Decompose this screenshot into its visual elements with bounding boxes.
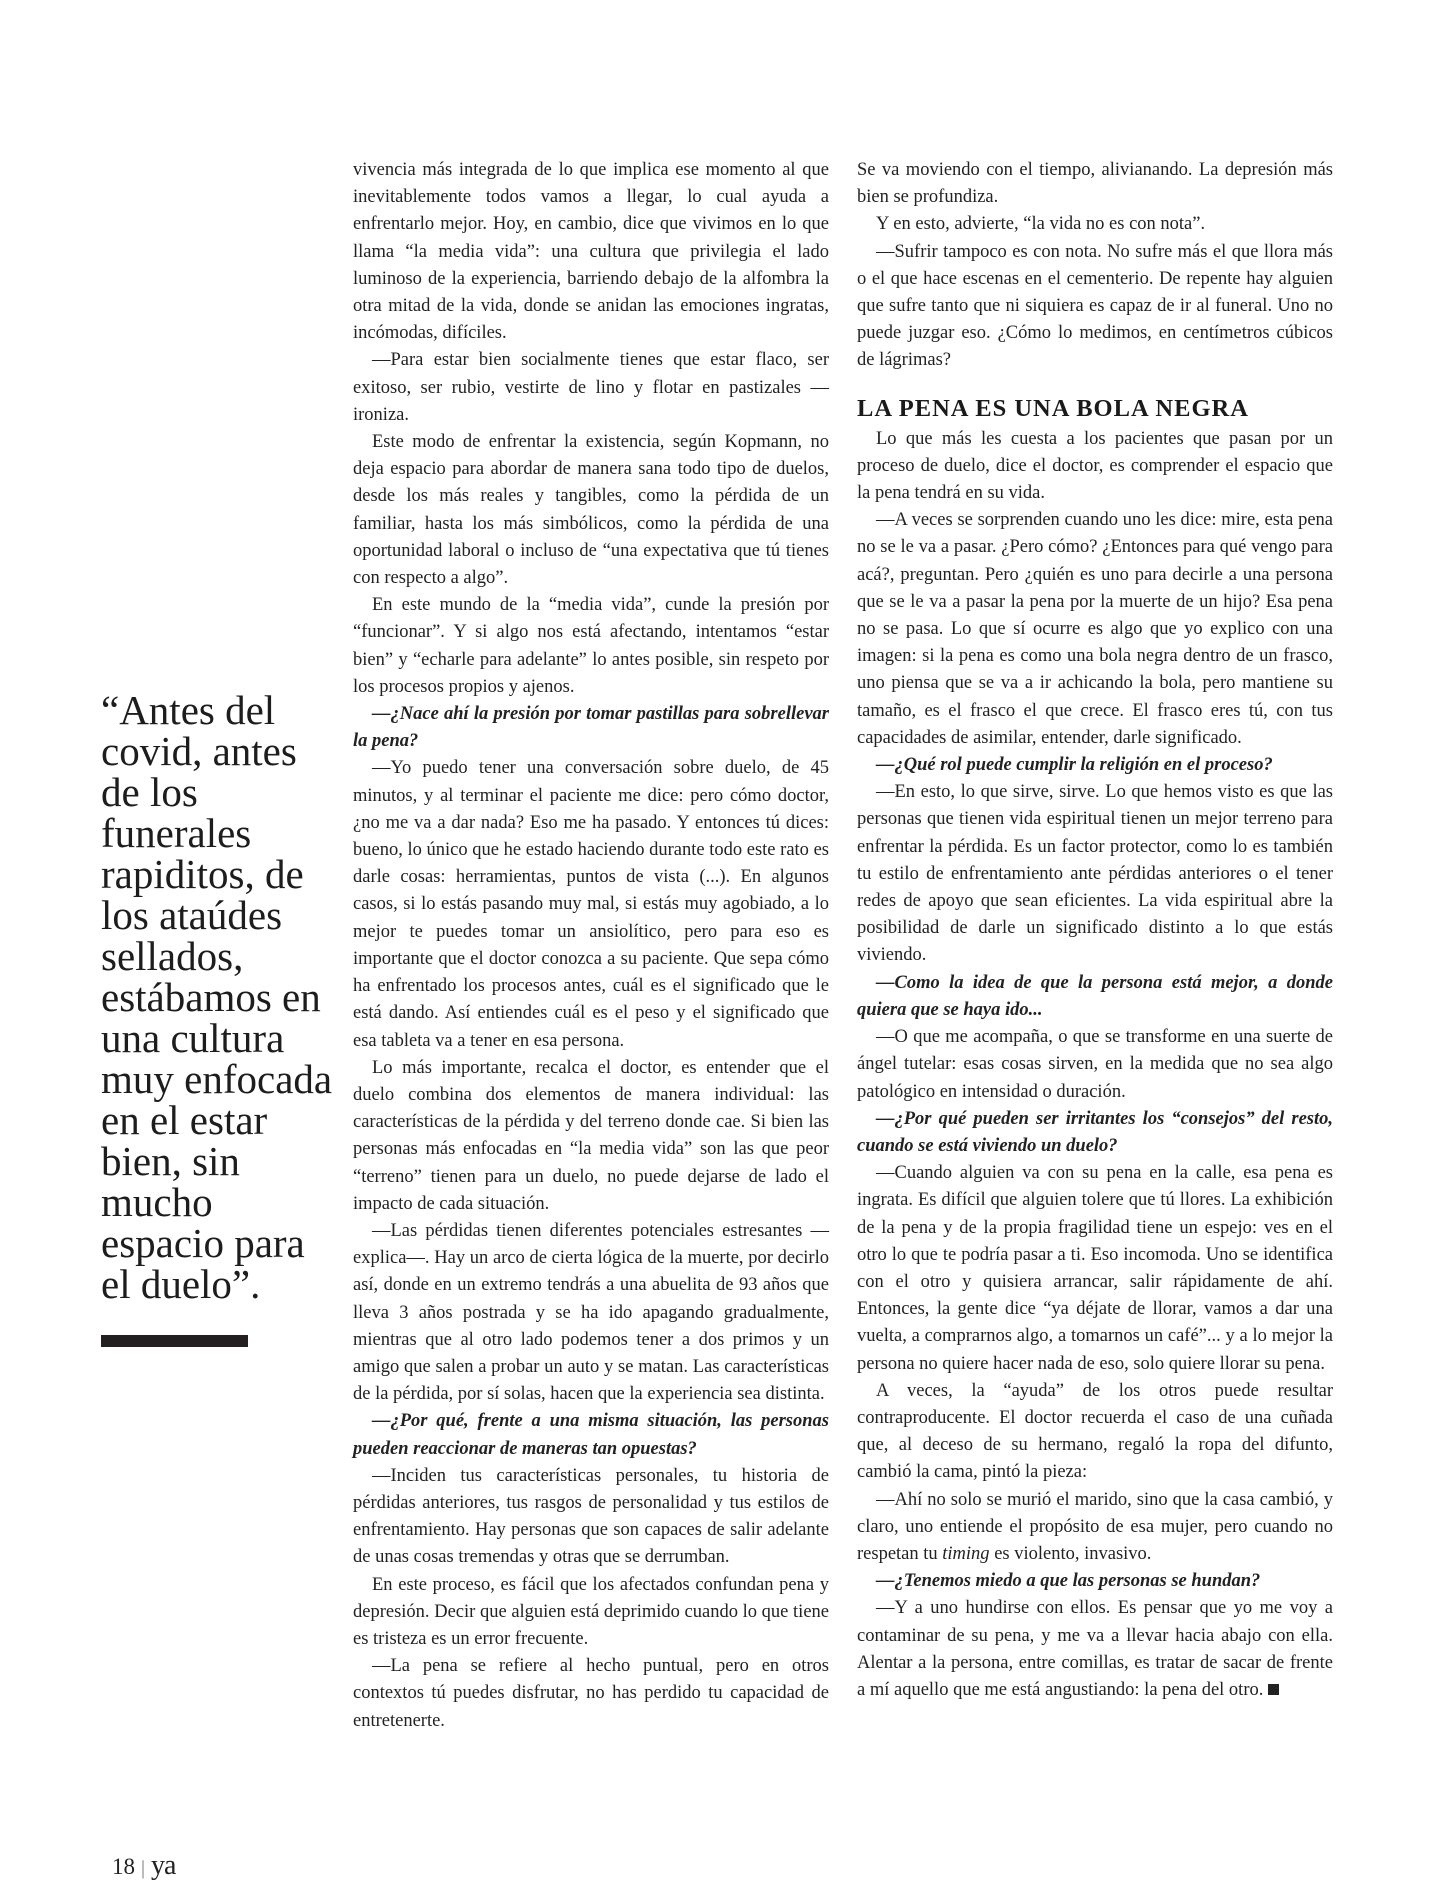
page-folio [112,1852,175,1882]
section-heading: LA PENA ES UNA BOLA NEGRA [857,394,1249,422]
interview-question: —Como la idea de que la persona está mejor, a donde quiera que se haya ido... [857,972,1333,1020]
page-number: 18 [112,1854,135,1879]
paragraph: —Ahí no solo se murió el marido, sino que la casa cambió, y claro, uno entiende el propósito de esa mujer, pero cuando no respetan tu timing es violento, invasivo. [857,1489,1333,1564]
paragraph: —Para estar bien socialmente tienes que estar flaco, ser exitoso, ser rubio, vestirte de lino y flotar en pastizales —ironiza. [353,350,829,425]
paragraph: —Y a uno hundirse con ellos. Es pensar que yo me voy a contaminar de su pena, y me va a llevar hacia abajo con ella. Alentar a la persona, entre comillas, es tratar de sacar de frente a mí aquello que me está angustiando: la pena del otro. [857,1598,1333,1700]
pull-quote: “Antes del covid, antes de los funerales rapiditos, de los ataúdes sellados, estábamos en una cultura muy enfocada en el estar bien, sin mucho espacio para el duelo”. [101,687,333,1307]
paragraph: —Sufrir tampoco es con nota. No sufre más el que llora más o el que hace escenas en el cementerio. De repente hay alguien que sufre tanto que ni siquiera es capaz de ir al funeral. Uno no puede juzgar eso. ¿Cómo lo medimos, en centímetros cúbicos de lágrimas? [857,241,1333,371]
interview-question: —¿Tenemos miedo a que las personas se hundan? [876,1571,1261,1592]
interview-question: —¿Por qué pueden ser irritantes los “consejos” del resto, cuando se está viviendo un duelo? [857,1108,1333,1156]
paragraph: Y en esto, advierte, “la vida no es con nota”. [876,214,1206,235]
paragraph-continued: vivencia más integrada de lo que implica ese momento al que inevitablemente todos vamos a llegar, lo cual ayuda a enfrentarlo mejor. Hoy, en cambio, dice que vivimos en lo que llama “la media vida”: una cultura que privilegia el lado luminoso de la experiencia, barriendo debajo de la alfombra la otra mitad de la vida, donde se anidan las emociones ingratas, incómodas, difíciles. [353,160,829,344]
paragraph: En este proceso, es fácil que los afectados confundan pena y depresión. Decir que alguien está deprimido cuando lo que tiene es tristeza es un error frecuente. [353,1574,829,1649]
interview-question: —¿Por qué, frente a una misma situación, las personas pueden reaccionar de maneras tan opuestas? [353,1411,829,1459]
paragraph: —O que me acompaña, o que se transforme en una suerte de ángel tutelar: esas cosas sirven, en la medida que no sea algo patológico en intensidad o duración. [857,1027,1333,1102]
paragraph: Este modo de enfrentar la existencia, según Kopmann, no deja espacio para abordar de manera sana todo tipo de duelos, desde los más reales y tangibles, como la pérdida de un familiar, hasta los más simbólicos, como la pérdida de una oportunidad laboral o incluso de “una expectativa que tú tienes con respecto a algo”. [353,432,829,589]
paragraph: En este mundo de la “media vida”, cunde la presión por “funcionar”. Y si algo nos está afectando, intentamos “estar bien” y “echarle para adelante” lo antes posible, sin respeto por los procesos propios y ajenos. [353,595,829,697]
paragraph: A veces, la “ayuda” de los otros puede resultar contraproducente. El doctor recuerda el caso de una cuñada que, al deceso de su hermano, regaló la ropa del difunto, cambió la cama, pintó la pieza: [857,1380,1333,1483]
paragraph-continued: Se va moviendo con el tiempo, alivianando. La depresión más bien se profundiza. [857,160,1333,208]
paragraph: —Inciden tus características personales, tu historia de pérdidas anteriores, tus rasgos de personalidad y tus estilos de enfrentamiento. Hay personas que son capaces de salir adelante de unas cosas tremendas y otras que se derrumban. [353,1465,829,1568]
folio-separator: | [141,1857,146,1879]
paragraph: Lo que más les cuesta a los pacientes que pasan por un proceso de duelo, dice el doctor, es comprender el espacio que la pena tendrá en su vida. [857,428,1333,504]
paragraph: —Las pérdidas tienen diferentes potenciales estresantes —explica—. Hay un arco de cierta lógica de la muerte, por decirlo así, donde en un extremo tendrás a una abuelita de 93 años que lleva 3 años postrada y se ha ido apagando gradualmente, mientras que al otro lado podemos tener a dos primos y un amigo que salen a probar un auto y se matan. Las características de la pérdida, por sí solas, hacen que la experiencia sea distinta. [353,1220,829,1405]
paragraph: Lo más importante, recalca el doctor, es entender que el duelo combina dos elementos de manera individual: las características de la pérdida y del terreno donde cae. Si bien las personas más enfocadas en “la media vida” son las que peor “terreno” tienen para un duelo, no puede dejarse de lado el impacto de cada situación. [353,1057,829,1214]
interview-question: —¿Qué rol puede cumplir la religión en el proceso? [876,755,1273,776]
paragraph: —La pena se refiere al hecho puntual, pero en otros contextos tú puedes disfrutar, no has perdido tu capacidad de entretenerte. [353,1656,829,1731]
magazine-logo: ya [151,1850,176,1881]
article-column-2 [857,157,1333,1704]
article-column-1 [353,157,829,1735]
paragraph: —En esto, lo que sirve, sirve. Lo que hemos visto es que las personas que tienen vida espiritual tienen un mejor terreno para enfrentar la pérdida. Es un factor protector, como lo es también tu estilo de enfrentamiento ante pérdidas anteriores o el tener redes de apoyo que sean eficientes. La vida espiritual abre la posibilidad de darle un significado distinto a lo que estás viviendo. [857,782,1333,966]
interview-question: —¿Nace ahí la presión por tomar pastillas para sobrellevar la pena? [353,704,829,752]
paragraph: —Cuando alguien va con su pena en la calle, esa pena es ingrata. Es difícil que alguien tolere que tú llores. La exhibición de la pena y de la propia fragilidad tiene un espejo: ves en el otro lo que te podría pasar a ti. Eso incomoda. Uno se identifica con el otro y quisiera arrancar, salir rápidamente de ahí. Entonces, la gente dice “ya déjate de llorar, vamos a dar una vuelta, a comprarnos algo, a tomarnos un café”... y a lo mejor la persona no quiere hacer nada de eso, solo quiere llorar su pena. [857,1163,1333,1374]
paragraph: —A veces se sorprenden cuando uno les dice: mire, esta pena no se le va a pasar. ¿Pero cómo? ¿Entonces para qué vengo para acá?, preguntan. Pero ¿quién es uno para decirle a una persona que se le va a pasar la pena por la muerte de un hijo? Esa pena no se pasa. Lo que sí ocurre es algo que yo explico con una imagen: si la pena es como una bola negra dentro de un frasco, uno piensa que se va a ir achicando la bola, pero mantiene su tamaño, es el frasco el que crece. El frasco eres tú, con tus capacidades de asimilar, entender, darle significado. [857,510,1333,748]
pull-quote-rule [101,1335,248,1347]
paragraph: —Yo puedo tener una conversación sobre duelo, de 45 minutos, y al terminar el paciente me dice: pero cómo doctor, ¿no me va a dar nada? Eso me ha pasado. Y entonces tú dices: bueno, lo único que he estado haciendo durante todo este rato es darle cosas: herramientas, puntos de vista (...). En algunos casos, si lo estás pasando muy mal, si estás muy agobiado, a lo mejor te puedes tomar un ansiolítico, pero para eso es importante que el doctor conozca a su paciente. Que sepa cómo ha enfrentado los procesos antes, cuál es el significado que le está dando. Así entiendes cuál es el peso y el significado que esa tableta va a tener en esa persona. [353,758,829,1051]
end-of-article-mark [1268,1684,1279,1695]
